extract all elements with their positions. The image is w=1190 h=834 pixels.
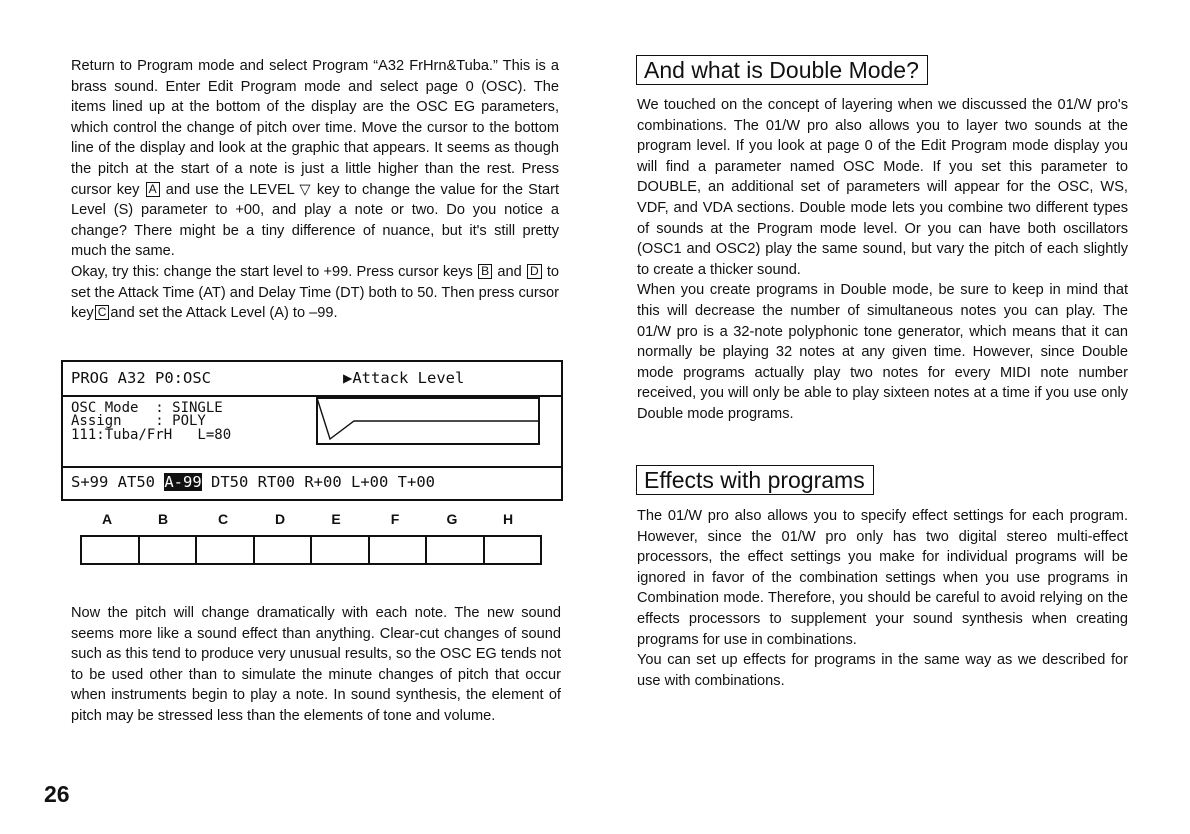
double-mode-paragraph-2: When you create programs in Double mode, be sure to keep in mind that this will decrease the number of simultaneous notes you can play. The 01/W pro is a 32-note polyphonic tone generator, which means that it can normally be playing 32 notes at any given time. However, since Double mode programs actually play two notes for every MIDI note number received, you will only be able to play sixteen notes at a time if you use only Double mode programs. <box>637 282 1128 422</box>
lcd-osc-mode: OSC Mode : SINGLE <box>71 400 223 416</box>
key-icon-d: D <box>527 264 542 279</box>
lcd-params: S+99 AT50 A-99 DT50 RT00 R+00 L+00 T+00 <box>71 473 435 491</box>
key-icon-b: B <box>478 264 492 279</box>
cursor-key-label-f: F <box>390 511 400 527</box>
page-number: 26 <box>44 781 70 807</box>
eg-graph <box>316 397 540 445</box>
eg-graph-curve <box>317 398 539 439</box>
lcd-voice: 111:Tuba/FrH L=80 <box>71 427 232 443</box>
effects-section <box>637 506 1128 691</box>
cursor-key-g <box>427 537 485 563</box>
cursor-key-a <box>82 537 140 563</box>
heading-double-mode: And what is Double Mode? <box>636 55 928 85</box>
lcd-assign: Assign : POLY <box>71 413 206 429</box>
left-column-bottom <box>71 603 561 727</box>
cursor-key-d <box>255 537 313 563</box>
cursor-key-label-h: H <box>502 511 514 527</box>
double-mode-section <box>637 95 1128 425</box>
cursor-key-f <box>370 537 428 563</box>
cursor-key-label-d: D <box>274 511 286 527</box>
effects-paragraph-1: The 01/W pro also allows you to specify effect settings for each program. However, since the 01/W pro only has two digital stereo multi-effect processors, the effect settings you make for individual programs will be ignored in favor of the combination settings when you use programs in Combination mode. Therefore, you should be careful to avoid relying on the effects processors to supplement your sound synthesis when creating programs for use in combinations. <box>637 508 1128 648</box>
cursor-key-e <box>312 537 370 563</box>
lcd-display <box>61 360 563 501</box>
left-column-top <box>71 56 559 324</box>
cursor-key-label-c: C <box>217 511 229 527</box>
outro-paragraph: Now the pitch will change dramatically with each note. The new sound seems more like a sound effect than anything. Clear-cut changes of sound such as this tend to produce very unusual results, so the OSC EG tends not to be used other than to simulate the minute changes of pitch that occur when instruments begin to play a note. In sound synthesis, the element of pitch may be stressed less than the elements of tone and volume. <box>71 605 561 724</box>
key-icon-a: A <box>146 182 160 197</box>
key-icon-c: C <box>95 305 110 320</box>
lcd-divider-bottom <box>63 466 561 468</box>
cursor-key-label-g: G <box>446 511 458 527</box>
double-mode-paragraph-1: We touched on the concept of layering when we discussed the 01/W pro's combinations. The 01/W pro also allows you to layer two sounds at the program level. If you look at page 0 of the Edit Program mode display you will find a parameter named OSC Mode. If you set this parameter to DOUBLE, an additional set of parameters will appear for the OSC, WS, VDF, and VDA sections. Double mode lets you combine two different types of sounds at the Program mode level. Or you can have both oscillators (OSC1 and OSC2) play the same sound, but vary the pitch of each slightly to create a thicker sound. <box>637 97 1128 278</box>
cursor-key-b <box>140 537 198 563</box>
cursor-key-label-b: B <box>157 511 169 527</box>
cursor-key-c <box>197 537 255 563</box>
instruction-paragraph: Okay, try this: change the start level to +99. Press cursor keys B and D to set the Attack Time (AT) and Delay Time (DT) both to 50. Then press cursor key C and set the Attack Level (A) to –99. <box>71 263 560 322</box>
cursor-keys-row <box>80 535 542 565</box>
lcd-header-right: ▶Attack Level <box>343 369 465 387</box>
effects-paragraph-2: You can set up effects for programs in the same way as we described for use with combinations. <box>637 652 1128 689</box>
cursor-key-label-a: A <box>101 511 113 527</box>
lcd-header-left: PROG A32 P0:OSC <box>71 369 211 387</box>
cursor-key-h <box>485 537 541 563</box>
heading-effects: Effects with programs <box>636 465 874 495</box>
lcd-selected-param: A-99 <box>164 473 202 491</box>
cursor-key-label-e: E <box>331 511 341 527</box>
intro-paragraph: Return to Program mode and select Program “A32 FrHrn&Tuba.” This is a brass sound. Enter Edit Program mode and select page 0 (OSC). The items lined up at the bottom of the display are the OSC EG parameters, which control the change of pitch over time. Move the cursor to the bottom line of the display and look at the graphic that appears. It seems as though the pitch at the start of a note is just a little higher than the rest. Press cursor key A and use the LEVEL ▽ key to change the value for the Start Level (S) parameter to +00, and play a note or two. Do you notice a change? There might be a tiny difference of nuance, but it's still pretty much the same. <box>71 58 560 260</box>
